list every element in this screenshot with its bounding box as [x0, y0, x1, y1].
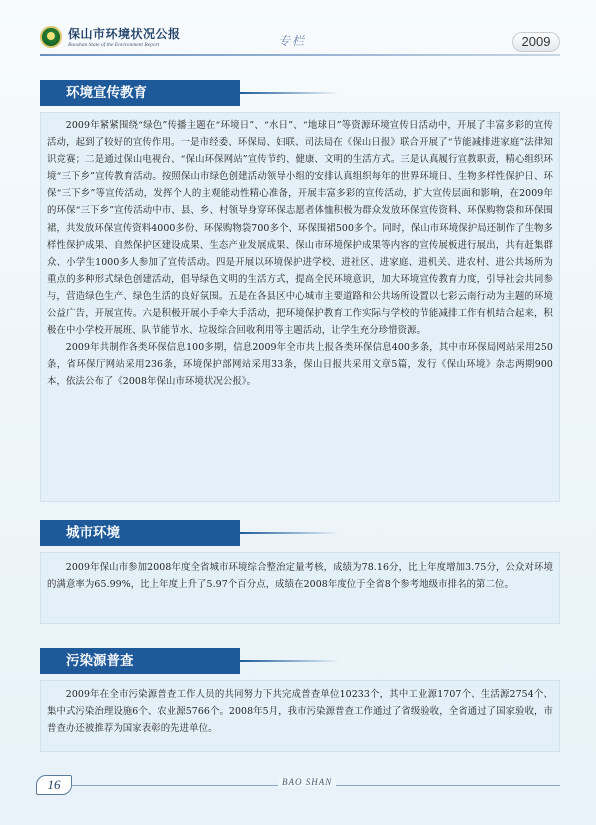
section-heading-urban-environment: 城市环境	[40, 520, 240, 546]
paragraph: 2009年保山市参加2008年度全省城市环境综合整治定量考核，成绩为78.16分，比上年度增加3.75分，公众对环境的满意率为65.99%，比上年度上升了5.97个百分点，成绩在2008年度位于全省8个参考地级市排名的第二位。	[47, 562, 553, 591]
publication-subtitle: Baoshan State of the Environment Report	[68, 42, 160, 48]
header-divider	[40, 54, 560, 56]
page-footer	[0, 760, 596, 825]
paragraph: 2009年紧紧围绕“绿色”传播主题在“环境日”、“水日”、“地球日”等资源环境宣传日活动中，开展了丰富多彩的宣传活动，起到了较好的宣传作用。一是市经委、环保局、妇联、司法局在《保山日报》联合开展了“节能减排进家庭”法律知识竞赛；二是通过保山电视台、“保山环保网站”宣传节约、健康、文明的生活方式。三是认真履行宣教职责，精心组织环境“三下乡”宣传教育活动。按照保山市绿色创建活动领导小组的安排认真组织每年的世界环境日、生物多样性保护日、环保“三下乡”等宣传活动，发挥个人的主观能动性精心准备，开展丰富多彩的宣传活动，扩大宣传层面和影响，在2009年的环保“三下乡”宣传活动中市、县、乡、村领导身穿环保志愿者体恤积极为群众发放环保宣传资料、环保购物袋和环保围裙，共发放环保宣传资料4000多份、环保购物袋700多个、环保围裙500多个。同时，保山市环境保护局还制作了生物多样性保护成果、自然保护区建设成果、生态产业发展成果、保山市环境保护成果等内容的宣传展板进行展出，共有赶集群众、小学生1000多人参加了宣传活动。四是开展以环境保护进学校、进社区、进家庭、进机关、进农村、进公共场所为重点的多种形式绿色创建活动，倡导绿色文明的生活方式，提高全民环境意识，加大环境宣传教育力度，引导社会共同参与，营造绿色生产、绿色生活的良好氛围。五是在各县区中心城市主要道路和公共场所设置以七彩云南行动为主题的环境公益广告，开展宣传。六是积极开展小手牵大手活动，把环境保护教育工作实际与学校的节能减排工作有机结合起来，积极在中小学校开展班、队节能节水、垃圾综合回收利用等主题活动，让学生充分珍惜资源。	[47, 120, 553, 337]
section-label: 专栏	[278, 34, 307, 48]
year-badge: 2009	[512, 32, 560, 52]
paragraph: 2009年共制作各类环保信息100多期，信息2009年全市共上报各类环保信息400多条，其中市环保局网站采用250条，省环保厅网站采用236条，环境保护部网站采用33条，保山日报共采用文章5篇，发行《保山环境》杂志两期900本，依法公布了《2008年保山市环境状况公报》。	[47, 342, 553, 388]
section-heading-pollution-census: 污染源普查	[40, 648, 240, 674]
emblem-icon	[40, 26, 62, 48]
section-body-urban-environment	[40, 552, 560, 624]
paragraph: 2009年在全市污染源普查工作人员的共同努力下共完成普查单位10233个，其中工业源1707个、生活源2754个、集中式污染治理设施6个、农业源5766个。2008年5月，我市污染源普查工作通过了省级验收，全省通过了国家验收，市普查办还被推荐为国家表彰的先进单位。	[47, 689, 553, 735]
section-heading-environmental-education: 环境宣传教育	[40, 80, 240, 106]
page-number-badge	[36, 775, 72, 795]
section-body-environmental-education	[40, 112, 560, 502]
publication-title: 保山市环境状况公报	[68, 27, 181, 41]
page-header	[0, 0, 596, 62]
page-number: 16	[47, 777, 61, 792]
footer-brand: BAO SHAN	[278, 777, 336, 787]
section-body-pollution-census	[40, 680, 560, 752]
